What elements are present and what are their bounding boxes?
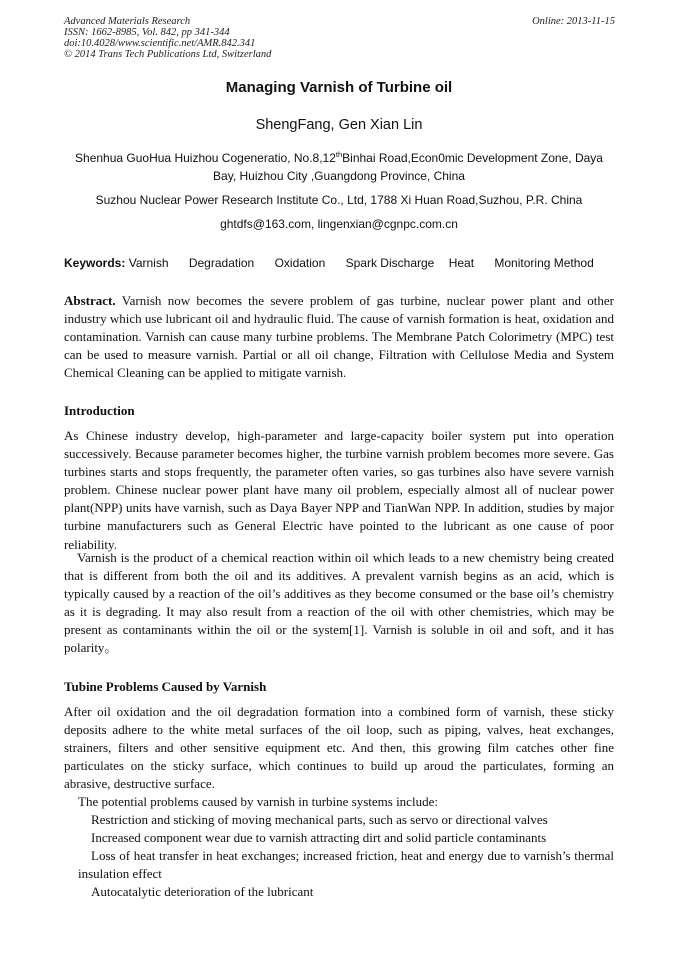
journal-copyright: © 2014 Trans Tech Publications Ltd, Switzerland — [64, 49, 272, 60]
journal-header — [64, 16, 271, 60]
abstract-text: Varnish now becomes the severe problem of gas turbine, nuclear power plant and other industry which use lubricant oil and hydraulic fluid. The cause of varnish formation is heat, oxidation and contamination. Varnish can cause many turbine problems. The Membrane Patch Colorimetry (MPC) test can be used to measure varnish. Partial or all oil change, Filtration with Cellulose Media and System Chemical Cleaning can be applied to mitigate varnish. — [64, 293, 614, 381]
affiliation-1-sup: th — [335, 150, 343, 159]
journal-name: Advanced Materials Research — [64, 16, 191, 27]
paper-authors: ShengFang, Gen Xian Lin — [255, 117, 423, 133]
online-date: Online: 2013-11-15 — [532, 16, 615, 27]
keyword-item: Monitoring Method — [494, 256, 594, 270]
abstract-label: Abstract. — [64, 293, 116, 308]
keyword-item: Spark Discharge — [345, 256, 435, 270]
journal-issn: ISSN: 1662-8985, Vol. 842, pp 341-344 — [64, 27, 230, 38]
author-emails: ghtdfs@163.com, lingenxian@cgnpc.com.cn — [220, 217, 458, 231]
affiliation-1-part1: Shenhua GuoHua Huizhou Cogeneratio, No.8,12 — [75, 151, 336, 165]
keyword-item: Degradation — [188, 256, 255, 270]
list-item: Loss of heat transfer in heat exchanges; increased friction, heat and energy due to varnish’s thermal insulation effect — [78, 848, 614, 882]
keywords-label: Keywords: — [64, 256, 126, 270]
introduction-paragraph-1: As Chinese industry develop, high-parameter and large-capacity boiler system put into operation successively. Because parameter becomes higher, the turbine varnish problem becomes more severe. Gas turbines starts and stops frequently, the parameter often varies, so gas turbines also have severe varnish problem. Chinese nuclear power plant have many oil problem, especially almost all of nuclear power plant(NPP) units have varnish, such as Daya Bayer NPP and TianWan NPP. In addition, studies by major turbine manufacturers such as General Electric have pointed to the lubricant as one cause of poor reliability. — [64, 428, 614, 552]
affiliation-1-part2: Binhai Road,Econ0mic Development Zone, Daya Bay, Huizhou City ,Guangdong Province, China — [213, 151, 603, 183]
list-item: Autocatalytic deterioration of the lubricant — [91, 884, 314, 899]
keyword-item: Varnish — [128, 256, 169, 270]
list-item: Restriction and sticking of moving mechanical parts, such as servo or directional valves — [91, 812, 548, 827]
list-item: Increased component wear due to varnish attracting dirt and solid particle contaminants — [91, 830, 547, 845]
affiliation-2: Suzhou Nuclear Power Research Institute Co., Ltd, 1788 Xi Huan Road,Suzhou, P.R. China — [95, 193, 583, 207]
paper-title: Managing Varnish of Turbine oil — [225, 79, 453, 96]
affiliation-1 — [64, 149, 614, 185]
keyword-item: Oxidation — [274, 256, 326, 270]
keywords — [64, 256, 614, 270]
problems-heading: Tubine Problems Caused by Varnish — [64, 679, 267, 694]
abstract — [64, 292, 614, 382]
journal-doi: doi:10.4028/www.scientific.net/AMR.842.341 — [64, 38, 256, 49]
problems-paragraph-1: After oil oxidation and the oil degradation formation into a combined form of varnish, these sticky deposits adhere to the white metal surfaces of the oil loop, such as piping, valves, heat exchanges, strainers, filters and other sensitive equipment etc. And then, this growing film catches other fine particulates on the sticky surface, which continues to build up aroud the particulates, forming an abrasive, destructive surface. — [64, 704, 614, 792]
keyword-item: Heat — [448, 256, 475, 270]
problems-list-intro: The potential problems caused by varnish in turbine systems include: — [78, 794, 438, 809]
introduction-heading: Introduction — [64, 403, 135, 418]
introduction-paragraph-2: Varnish is the product of a chemical reaction within oil which leads to a new chemistry being created that is different from both the oil and its additives. A prevalent varnish begins as an acid, which is typically caused by a reaction of the oil’s additives as they become consumed or the base oil’s chemistry as it is degrading. It may also result from a reaction of the oil with other chemistries, which may be present as contaminants within the oil or the system[1]. Varnish is soluble in oil and soft, and it has polarity。 — [64, 550, 614, 656]
